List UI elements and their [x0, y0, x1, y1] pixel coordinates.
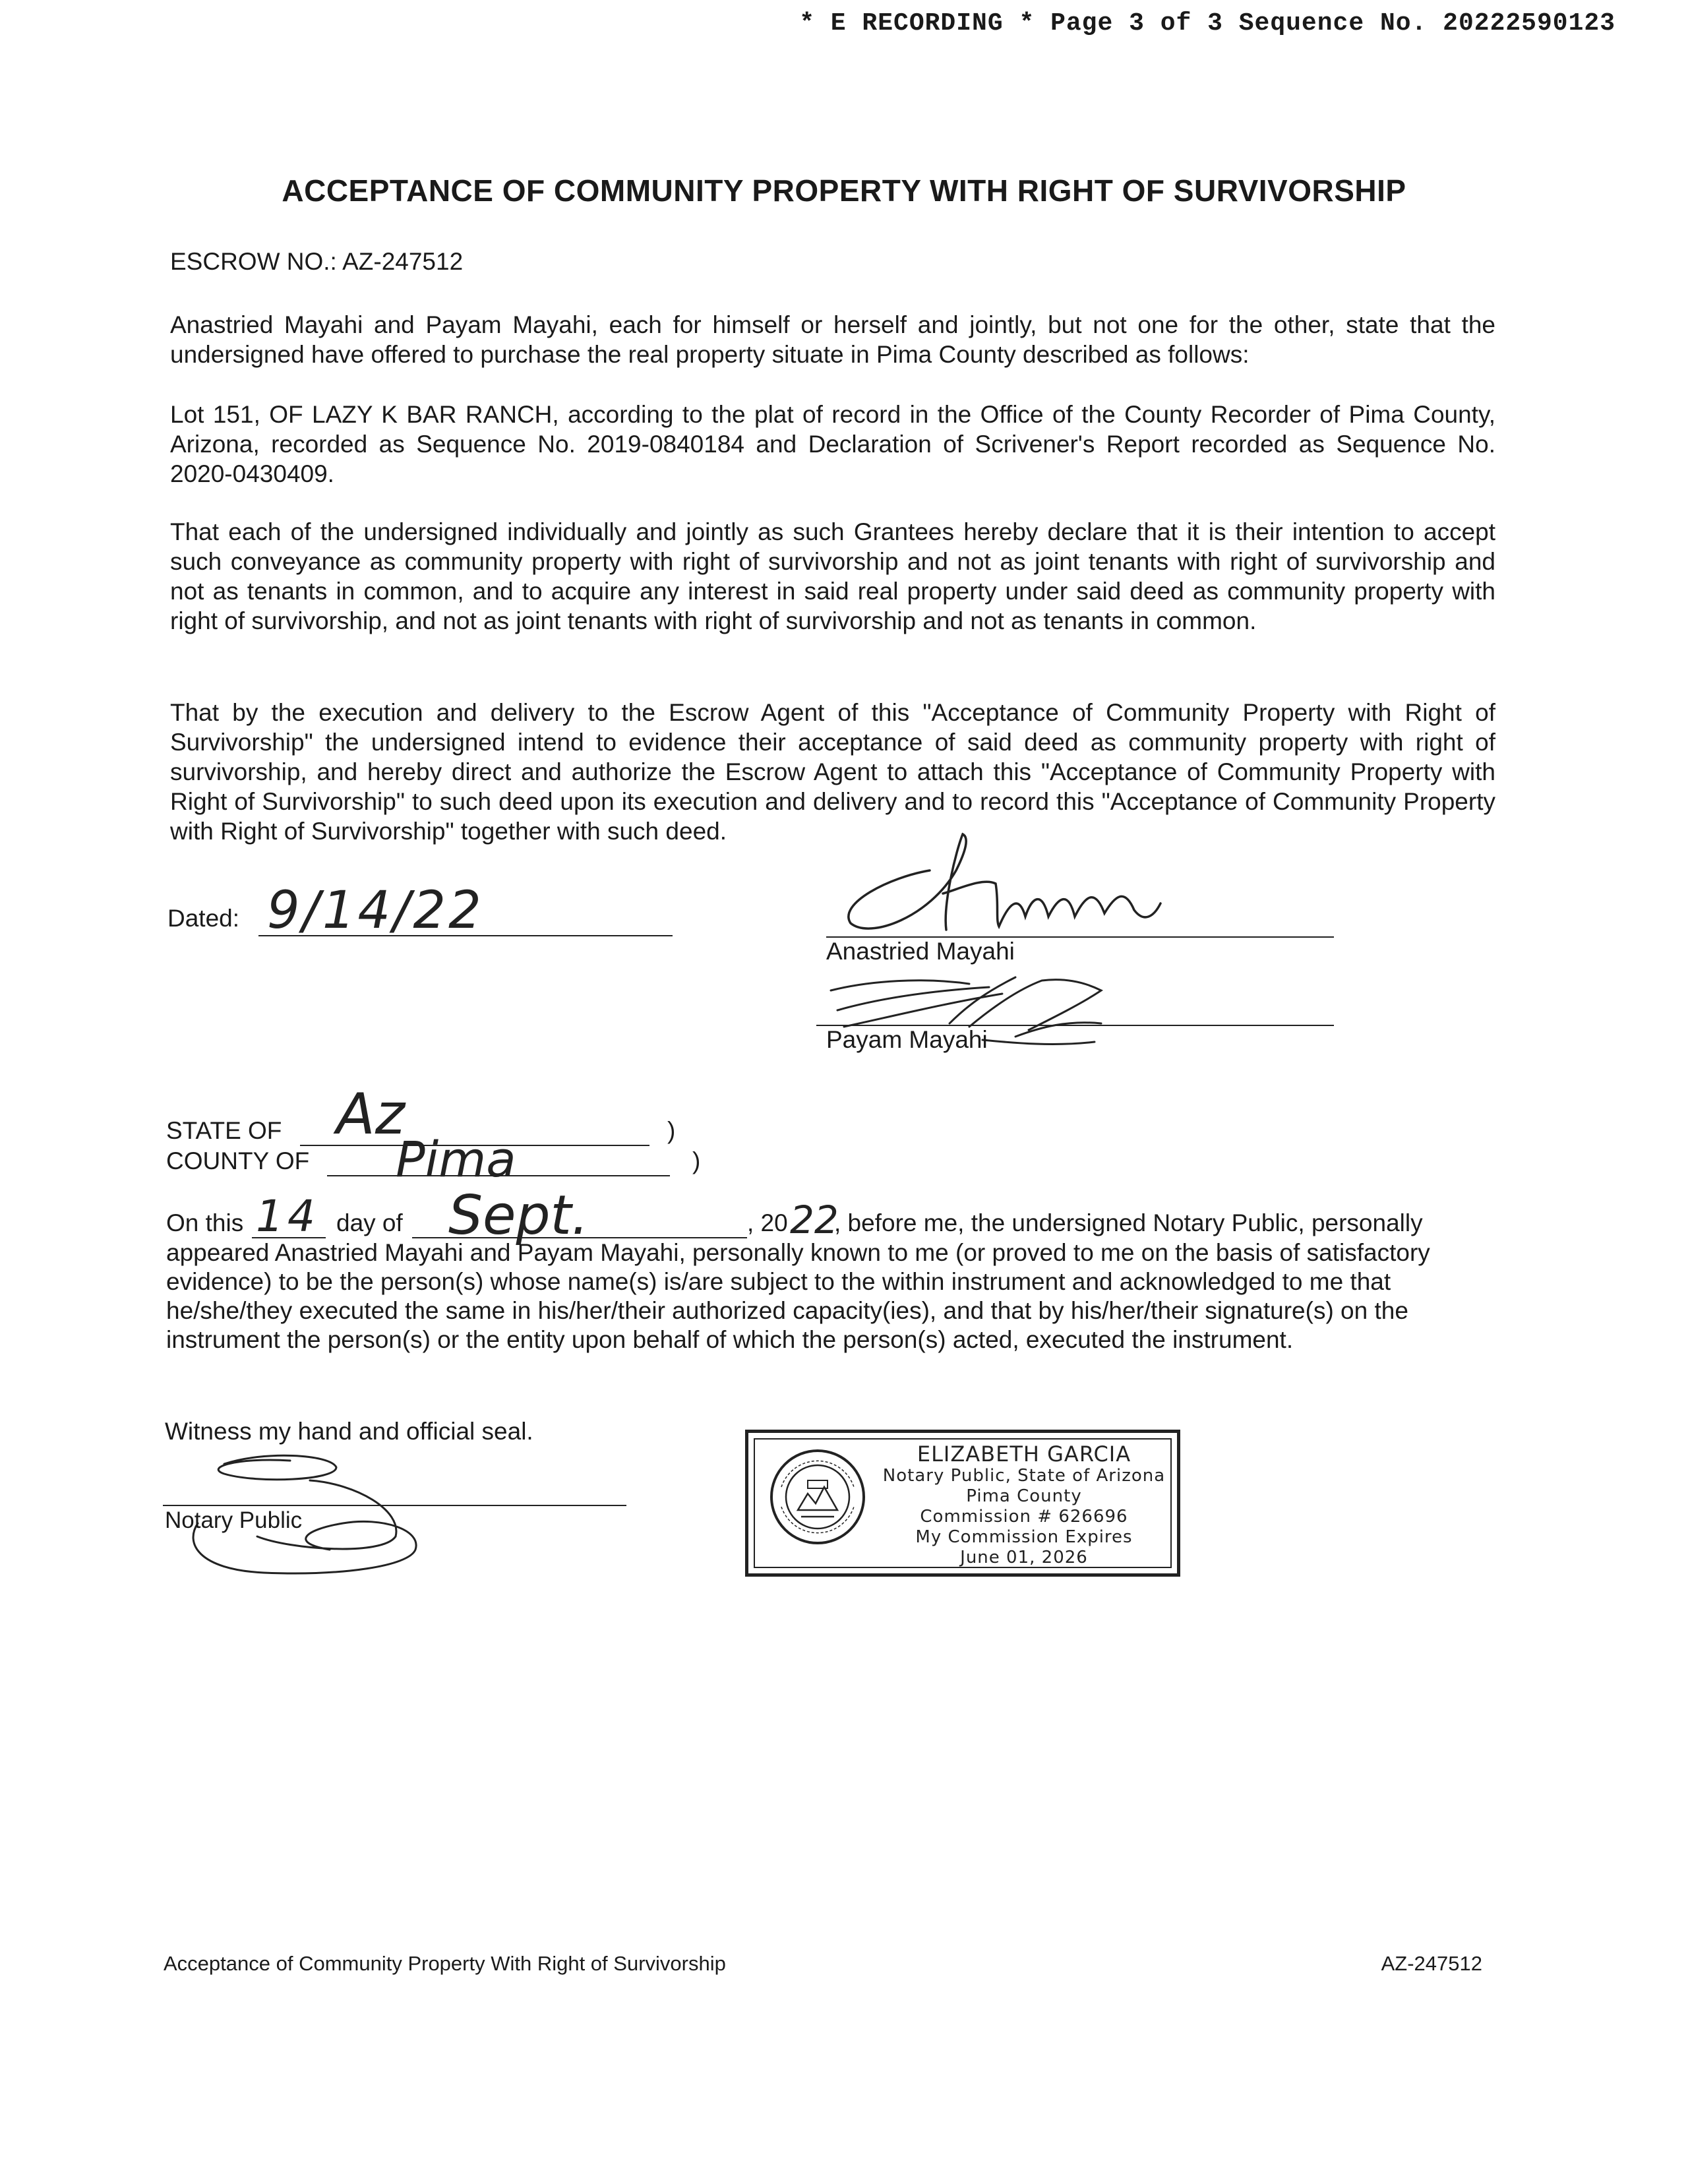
year-handwritten-value: 22 [790, 1198, 839, 1242]
on-this-label: On this [166, 1209, 244, 1236]
notary-seal-stamp [745, 1430, 1180, 1577]
state-paren: ) [667, 1117, 676, 1144]
escrow-line [170, 248, 463, 276]
notary-seal-text [875, 1442, 1173, 1568]
county-paren: ) [692, 1147, 701, 1174]
acknowledgment-paragraph: appeared Anastried Mayahi and Payam Mayahi, personally known to me (or proved to me on the basis of satisfactory evidence) to be the person(s) whose name(s) is/are subject to the within instrument and acknowledged to me that he/she/they executed the same in his/her/their authorized capacity(ies), and that by his/her/their signature(s) on the instrument the person(s) or the entity upon behalf of which the person(s) acted, executed the instrument. [166, 1239, 1430, 1353]
dated-label: Dated: [167, 905, 240, 932]
month-handwritten-value: Sept. [448, 1184, 589, 1247]
recording-header: * E RECORDING * Page 3 of 3 Sequence No. 20222590123 [799, 9, 1615, 38]
state-handwritten-value: Az [336, 1081, 405, 1147]
intention-paragraph: That each of the undersigned individually and jointly as such Grantees hereby declare that it is their intention to accept such conveyance as community property with right of survivorship and not as joint tenants with right of survivorship and not as tenants in common, and to acquire any interest in said real property under said deed as community property with right of survivorship, and not as joint tenants with right of survivorship and not as tenants in common. [170, 518, 1495, 634]
signature-anastried-mayahi [831, 831, 1174, 943]
signer-name-1: Anastried Mayahi [826, 938, 1015, 965]
dated-handwritten-value: 9/14/22 [267, 881, 484, 940]
notary-signature-line [163, 1505, 626, 1506]
footer-document-name: Acceptance of Community Property With Right of Survivorship [164, 1952, 726, 1975]
day-of-label: day of [336, 1209, 403, 1236]
footer-escrow-number: AZ-247512 [1381, 1952, 1482, 1975]
seal-county: Pima County [966, 1486, 1082, 1506]
witness-statement: Witness my hand and official seal. [165, 1418, 533, 1445]
state-label: STATE OF [166, 1117, 282, 1144]
intro-paragraph: Anastried Mayahi and Payam Mayahi, each for himself or herself and jointly, but not one for the other, state that the undersigned have offered to purchase the real property situate in Pima County described as follows: [170, 311, 1495, 368]
seal-expires-date: June 01, 2026 [960, 1548, 1088, 1567]
seal-notary-name: ELIZABETH GARCIA [917, 1441, 1131, 1467]
notary-public-label: Notary Public [165, 1507, 303, 1533]
county-handwritten-value: Pima [396, 1132, 516, 1188]
ack-first-line: , before me, the undersigned Notary Public, personally [834, 1209, 1423, 1236]
seal-notary-title: Notary Public, State of Arizona [882, 1466, 1166, 1486]
year-prefix: , 20 [747, 1209, 788, 1236]
arizona-state-seal-icon [768, 1447, 867, 1546]
legal-description-paragraph: Lot 151, OF LAZY K BAR RANCH, according to the plat of record in the Office of the County Recorder of Pima County, Arizona, recorded as Sequence No. 2019-0840184 and Declaration of Scrivener's Report recorded as Sequence No. 2020-0430409. [170, 401, 1495, 487]
seal-commission-number: Commission # 626696 [920, 1507, 1128, 1527]
document-title: ACCEPTANCE OF COMMUNITY PROPERTY WITH RIGHT OF SURVIVORSHIP [282, 173, 1406, 208]
escrow-label: ESCROW NO.: [170, 248, 337, 275]
seal-expires-label: My Commission Expires [915, 1527, 1133, 1547]
day-handwritten-value: 14 [256, 1191, 319, 1242]
county-label: COUNTY OF [166, 1147, 310, 1174]
escrow-number: AZ-247512 [342, 248, 464, 275]
signer-name-2: Payam Mayahi [826, 1026, 988, 1053]
execution-paragraph: That by the execution and delivery to the Escrow Agent of this "Acceptance of Community Property with Right of Survivorship" the undersigned intend to evidence their acceptance of said deed as community property with right of survivorship, and hereby direct and authorize the Escrow Agent to attach this "Acceptance of Community Property with Right of Survivorship" to such deed upon its execution and delivery and to record this "Acceptance of Community Property with Right of Survivorship" together with such deed. [170, 699, 1495, 845]
